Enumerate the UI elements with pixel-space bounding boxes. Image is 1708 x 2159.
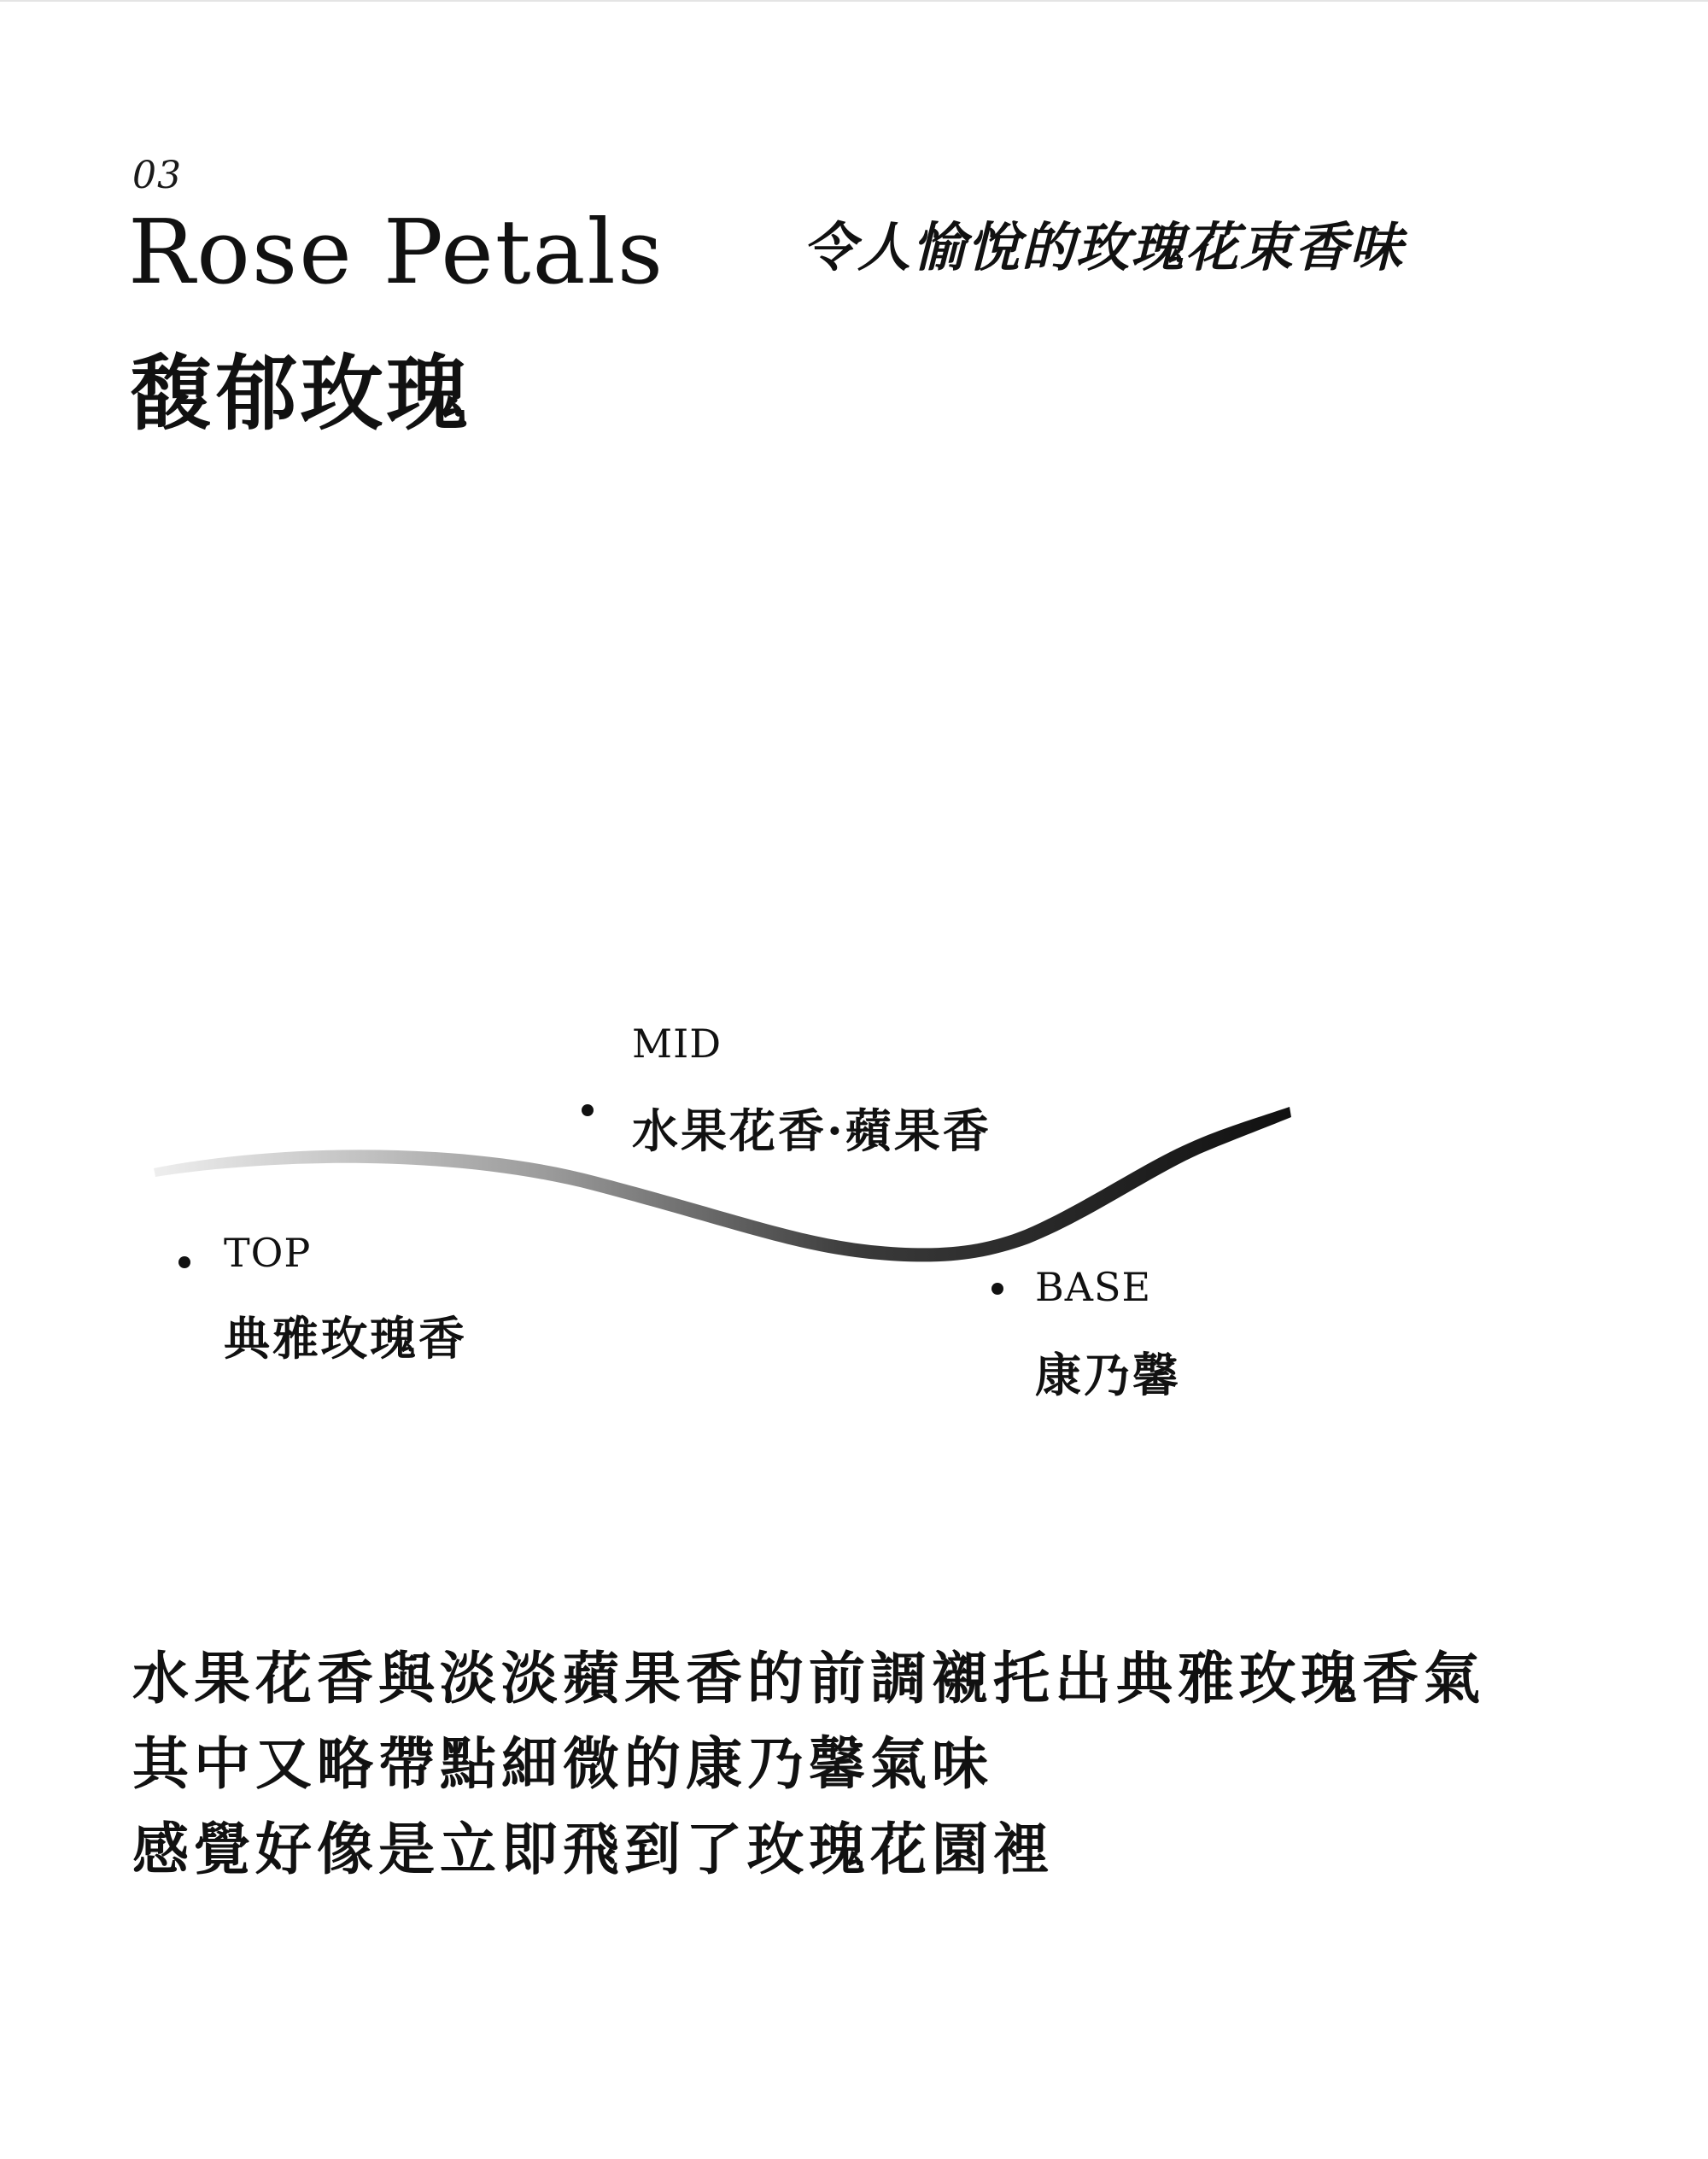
note-base-label: BASE: [1035, 1264, 1152, 1310]
description-line: 感覺好像是立即飛到了玫瑰花園裡: [132, 1816, 1055, 1882]
note-mid-label: MID: [632, 1021, 722, 1067]
tagline: 令人愉悅的玫瑰花束香味: [803, 216, 1405, 278]
title-chinese: 馥郁玫瑰: [130, 345, 471, 442]
note-base-desc: 康乃馨: [1035, 1348, 1181, 1402]
section-number: 03: [132, 154, 182, 197]
note-top-label: TOP: [224, 1230, 312, 1276]
note-mid-dot: [582, 1104, 594, 1116]
description: [132, 1635, 1627, 1892]
note-top-desc: 典雅玫瑰香: [224, 1311, 467, 1366]
note-top-dot: [178, 1256, 190, 1268]
description-line: 其中又略帶點細微的康乃馨氣味: [132, 1730, 993, 1797]
note-base-dot: [991, 1283, 1003, 1295]
title-english: Rose Petals: [128, 200, 665, 304]
note-mid-desc: 水果花香·蘋果香: [632, 1103, 991, 1158]
description-line: 水果花香與淡淡蘋果香的前調襯托出典雅玫瑰香氣: [132, 1645, 1485, 1711]
